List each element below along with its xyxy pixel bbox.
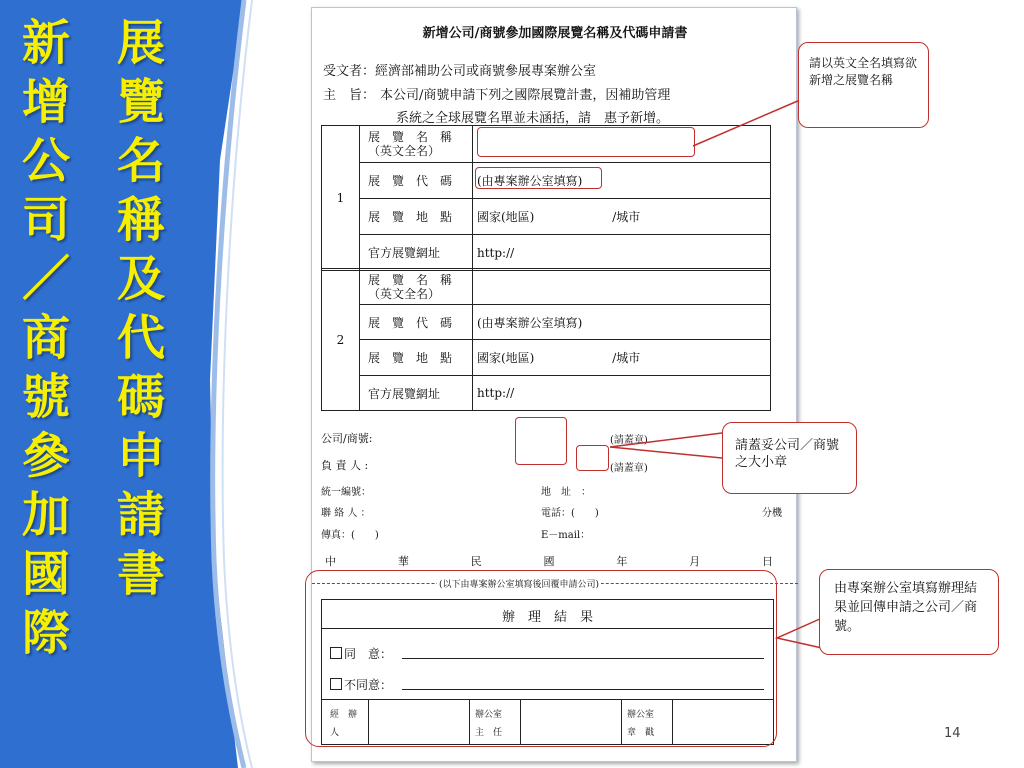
- company-label: 公司/商號:: [321, 432, 373, 445]
- title-char: 中: [325, 555, 336, 568]
- entry-number: 2: [322, 269, 360, 411]
- title-char: 商: [22, 310, 71, 366]
- exhibition-name-label: 展 覽 名 稱 （英文全名）: [360, 269, 473, 305]
- responsible-stamp-note: (請蓋章): [610, 463, 648, 474]
- title-column-right: [117, 14, 165, 604]
- form-title: 新增公司/商號參加國際展覽名稱及代碼申請書: [422, 26, 688, 41]
- seal-label: 辦公室 章 戳: [627, 710, 655, 738]
- title-char: 參: [22, 428, 71, 484]
- exhibition-name-field[interactable]: [473, 269, 771, 305]
- title-char: 際: [22, 605, 71, 661]
- title-char: 國: [543, 555, 555, 568]
- exhibition-name-label: 展 覽 名 稱 （英文全名）: [360, 126, 473, 163]
- title-char: 號: [22, 369, 71, 425]
- exhibition-code-label: 展 覽 代 碼: [360, 305, 473, 340]
- company-stamp-box[interactable]: [515, 417, 567, 465]
- exhibition-location-field[interactable]: 國家(地區) /城市: [473, 340, 771, 376]
- entry-number: 1: [322, 126, 360, 271]
- title-char: 國: [22, 546, 71, 602]
- tax-id-label: 統一編號：: [321, 487, 371, 498]
- office-note: (以下由專案辦公室填寫後回覆申請公司): [437, 577, 601, 590]
- title-char: 增: [22, 74, 71, 130]
- handler-label: 經 辦 人: [330, 710, 367, 738]
- title-char: 華: [397, 555, 409, 568]
- disagree-option[interactable]: 不同意：: [330, 676, 392, 693]
- subject-label: 主 旨：: [323, 88, 376, 103]
- title-char: 年: [616, 555, 628, 568]
- title-char: 稱: [117, 192, 166, 248]
- title-char: 展: [117, 15, 166, 71]
- exhibition-location-label: 展 覽 地 點: [360, 340, 473, 376]
- exhibition-code-field: (由專案辦公室填寫): [473, 305, 771, 340]
- title-char: 書: [117, 546, 166, 602]
- callout-name-note: 請以英文全名填寫欲新增之展覽名稱: [798, 42, 929, 128]
- subject-line-1: 本公司/商號申請下列之國際展覽計畫，因補助管理: [380, 88, 671, 103]
- page-number: 14: [944, 726, 961, 741]
- director-label: 辦公室 主 任: [475, 710, 503, 738]
- exhibition-location-label: 展 覽 地 點: [360, 199, 473, 235]
- exhibition-code-label: 展 覽 代 碼: [360, 163, 473, 199]
- subject-line-2: 系統之全球展覽名單並未涵括，請 惠予新增。: [396, 111, 670, 126]
- responsible-label: 負 責 人 :: [321, 459, 369, 472]
- agree-option[interactable]: 同 意：: [330, 645, 392, 662]
- company-stamp-note: (請蓋章): [610, 435, 648, 446]
- title-char: 加: [22, 487, 71, 543]
- exhibition-location-field[interactable]: 國家(地區) /城市: [473, 199, 771, 235]
- title-char: 及: [117, 251, 166, 307]
- date-row: [325, 553, 773, 569]
- title-char: 請: [117, 487, 166, 543]
- exhibition-url-label: 官方展覽網址: [360, 235, 473, 271]
- contact-label: 聯 絡 人 ：: [321, 508, 371, 519]
- exhibition-url-field[interactable]: http://: [473, 376, 771, 411]
- title-char: 覽: [117, 74, 166, 130]
- exhibition-table-2: [321, 268, 771, 411]
- email-label: E－mail：: [541, 530, 591, 541]
- code-field-highlight: [475, 167, 602, 189]
- exhibition-url-field[interactable]: http://: [473, 235, 771, 271]
- title-char: 代: [117, 310, 166, 366]
- title-column-left: [22, 14, 70, 663]
- title-char: 日: [761, 555, 773, 568]
- title-char: 碼: [117, 369, 166, 425]
- title-char: 月: [689, 555, 701, 568]
- callout-result-note: 由專案辦公室填寫辦理結果並回傳申請之公司／商號。: [819, 569, 999, 655]
- exhibition-code-field: (由專案辦公室填寫): [473, 163, 771, 199]
- responsible-stamp-box[interactable]: [576, 445, 609, 471]
- title-char: ／: [22, 251, 71, 307]
- result-title: 辦 理 結 果: [501, 610, 593, 625]
- office-section-highlight: [305, 570, 777, 747]
- extension-label: 分機: [762, 508, 782, 519]
- title-char: 公: [22, 133, 71, 189]
- title-sidebar: [0, 0, 270, 768]
- exhibition-url-label: 官方展覽網址: [360, 376, 473, 411]
- title-char: 新: [22, 15, 71, 71]
- fax-label: 傳真：( ): [321, 530, 379, 541]
- callout-stamp-note: 請蓋妥公司／商號之大小章: [722, 422, 857, 494]
- title-char: 民: [470, 555, 482, 568]
- recipient-line: 受文者：經濟部補助公司或商號參展專案辦公室: [323, 64, 597, 79]
- title-char: 司: [22, 192, 71, 248]
- title-char: 申: [117, 428, 166, 484]
- address-label: 地 址 ：: [541, 487, 591, 498]
- phone-label: 電話：( ): [541, 508, 599, 519]
- title-char: 名: [117, 133, 166, 189]
- name-field-highlight: [477, 127, 695, 157]
